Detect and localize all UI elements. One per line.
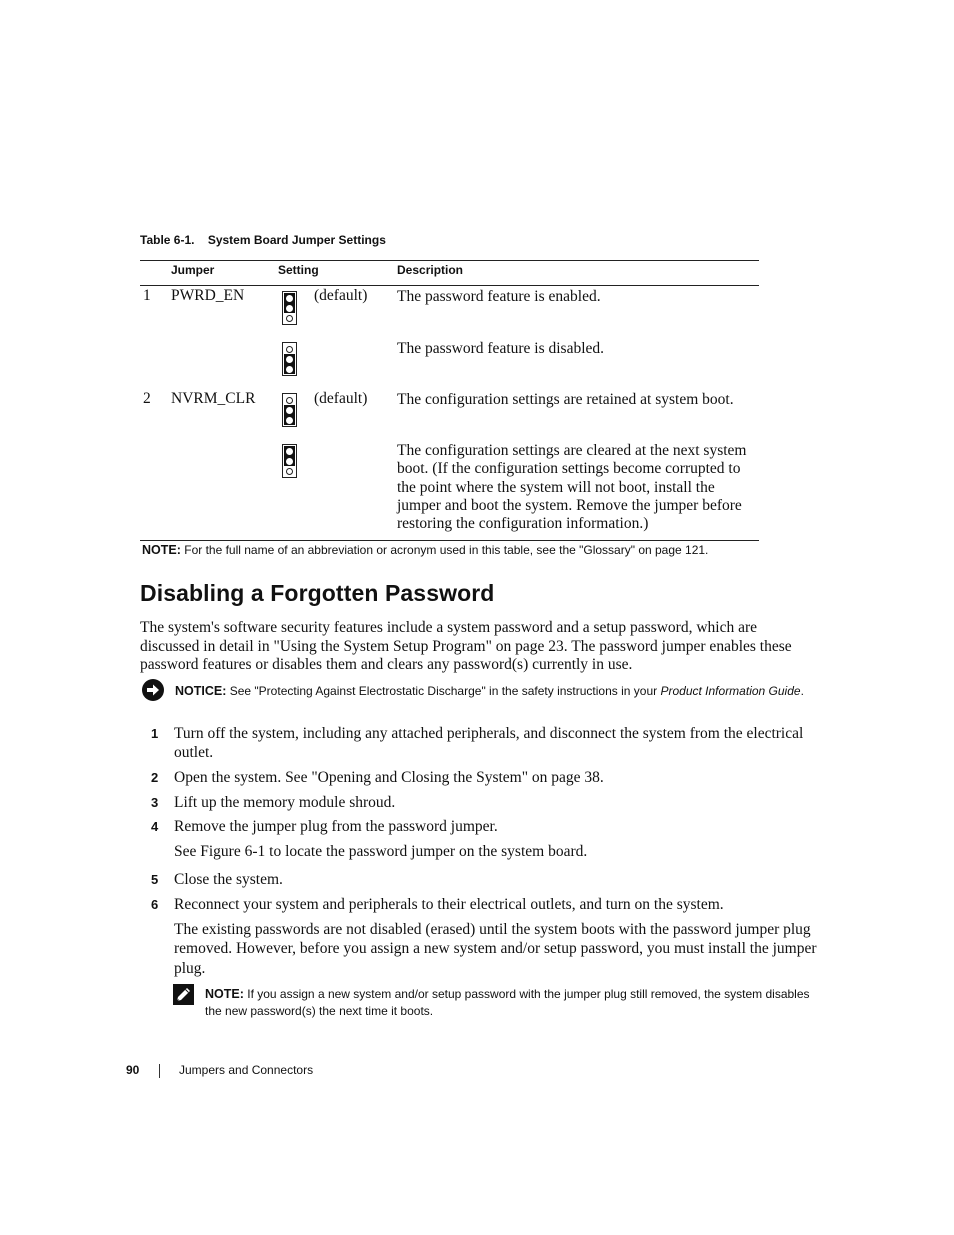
table-caption-title: System Board Jumper Settings — [207, 233, 386, 247]
table-header-rule — [140, 285, 759, 286]
table-caption — [140, 233, 386, 247]
jumper-pins-1-2-icon — [282, 291, 297, 325]
step-6-number: 6 — [151, 897, 159, 912]
table-top-rule — [140, 260, 759, 261]
step-5-text: Close the system. — [174, 871, 283, 888]
notice-icon — [142, 679, 164, 701]
step-4-subtext: See Figure 6-1 to locate the password jumper on the system board. — [174, 843, 588, 860]
note-block — [205, 986, 815, 1020]
step-4-number: 4 — [151, 819, 159, 834]
table-header-jumper: Jumper — [171, 263, 215, 277]
notice-text: See "Protecting Against Electrostatic Discharge" in the safety instructions in your — [229, 684, 658, 698]
step-2-number: 2 — [151, 770, 159, 785]
page-number: 90 — [126, 1063, 140, 1077]
row-2-number: 2 — [143, 390, 151, 407]
note-text: If you assign a new system and/or setup password with the jumper plug still removed, the system disables the new password(s) the next time it boots. — [205, 987, 810, 1018]
jumper-pins-1-2-icon — [282, 444, 297, 478]
table-note — [142, 543, 708, 557]
notice-end: . — [800, 684, 804, 698]
row-1-jumper: PWRD_EN — [171, 287, 245, 304]
step-5-number: 5 — [151, 872, 159, 887]
table-header-description: Description — [397, 263, 464, 277]
table-bottom-rule — [140, 540, 759, 541]
step-1-text: Turn off the system, including any attached peripherals, and disconnect the system from the electrical outlet. — [174, 725, 804, 762]
pencil-note-icon — [173, 984, 194, 1005]
intro-paragraph: The system's software security features include a system password and a setup password, which are discussed in detail in "Using the System Setup Program" on page 23. The password jumper enables these password features or disables them and clears any password(s) currently in use. — [140, 619, 792, 674]
footer-chapter-title: Jumpers and Connectors — [179, 1063, 314, 1077]
jumper-pins-2-3-icon — [282, 342, 297, 376]
table-header-setting: Setting — [278, 263, 319, 277]
section-title: Disabling a Forgotten Password — [140, 580, 495, 606]
jumper-pins-2-3-icon — [282, 393, 297, 427]
step-6-subtext: The existing passwords are not disabled (erased) until the system boots with the password jumper plug removed. However, before you assign a new system and/or setup password, you must install the jumper plug. — [174, 921, 817, 977]
row-2-description: The configuration settings are retained at system boot. — [397, 391, 734, 408]
row-2b-description: The configuration settings are cleared at the next system boot. (If the configuration settings become corrupted to the point where the system will not boot, install the jumper and boot the system. Remove the jumper before restoring the configuration information.) — [397, 442, 747, 533]
row-2-setting: (default) — [314, 390, 368, 407]
row-2-jumper: NVRM_CLR — [171, 390, 256, 407]
table-note-label: NOTE: — [142, 543, 181, 557]
step-4-text: Remove the jumper plug from the password jumper. — [174, 818, 498, 835]
step-2-text: Open the system. See "Opening and Closing the System" on page 38. — [174, 769, 604, 786]
row-1-description: The password feature is enabled. — [397, 288, 601, 305]
step-3-number: 3 — [151, 795, 159, 810]
step-6-text: Reconnect your system and peripherals to their electrical outlets, and turn on the system. — [174, 896, 724, 913]
row-1b-description: The password feature is disabled. — [397, 340, 605, 357]
note-label: NOTE: — [205, 987, 244, 1001]
step-3-text: Lift up the memory module shroud. — [174, 794, 396, 811]
table-caption-label: Table 6-1. — [140, 233, 195, 247]
notice-italic-text: Product Information Guide — [660, 684, 801, 698]
notice-label: NOTICE: — [175, 684, 227, 698]
notice-block — [175, 683, 815, 700]
row-1-number: 1 — [143, 287, 151, 304]
row-1-setting: (default) — [314, 287, 368, 304]
footer-separator — [159, 1064, 160, 1078]
step-1-number: 1 — [151, 726, 159, 741]
table-note-text: For the full name of an abbreviation or acronym used in this table, see the "Glossary" on page 121. — [184, 543, 709, 557]
